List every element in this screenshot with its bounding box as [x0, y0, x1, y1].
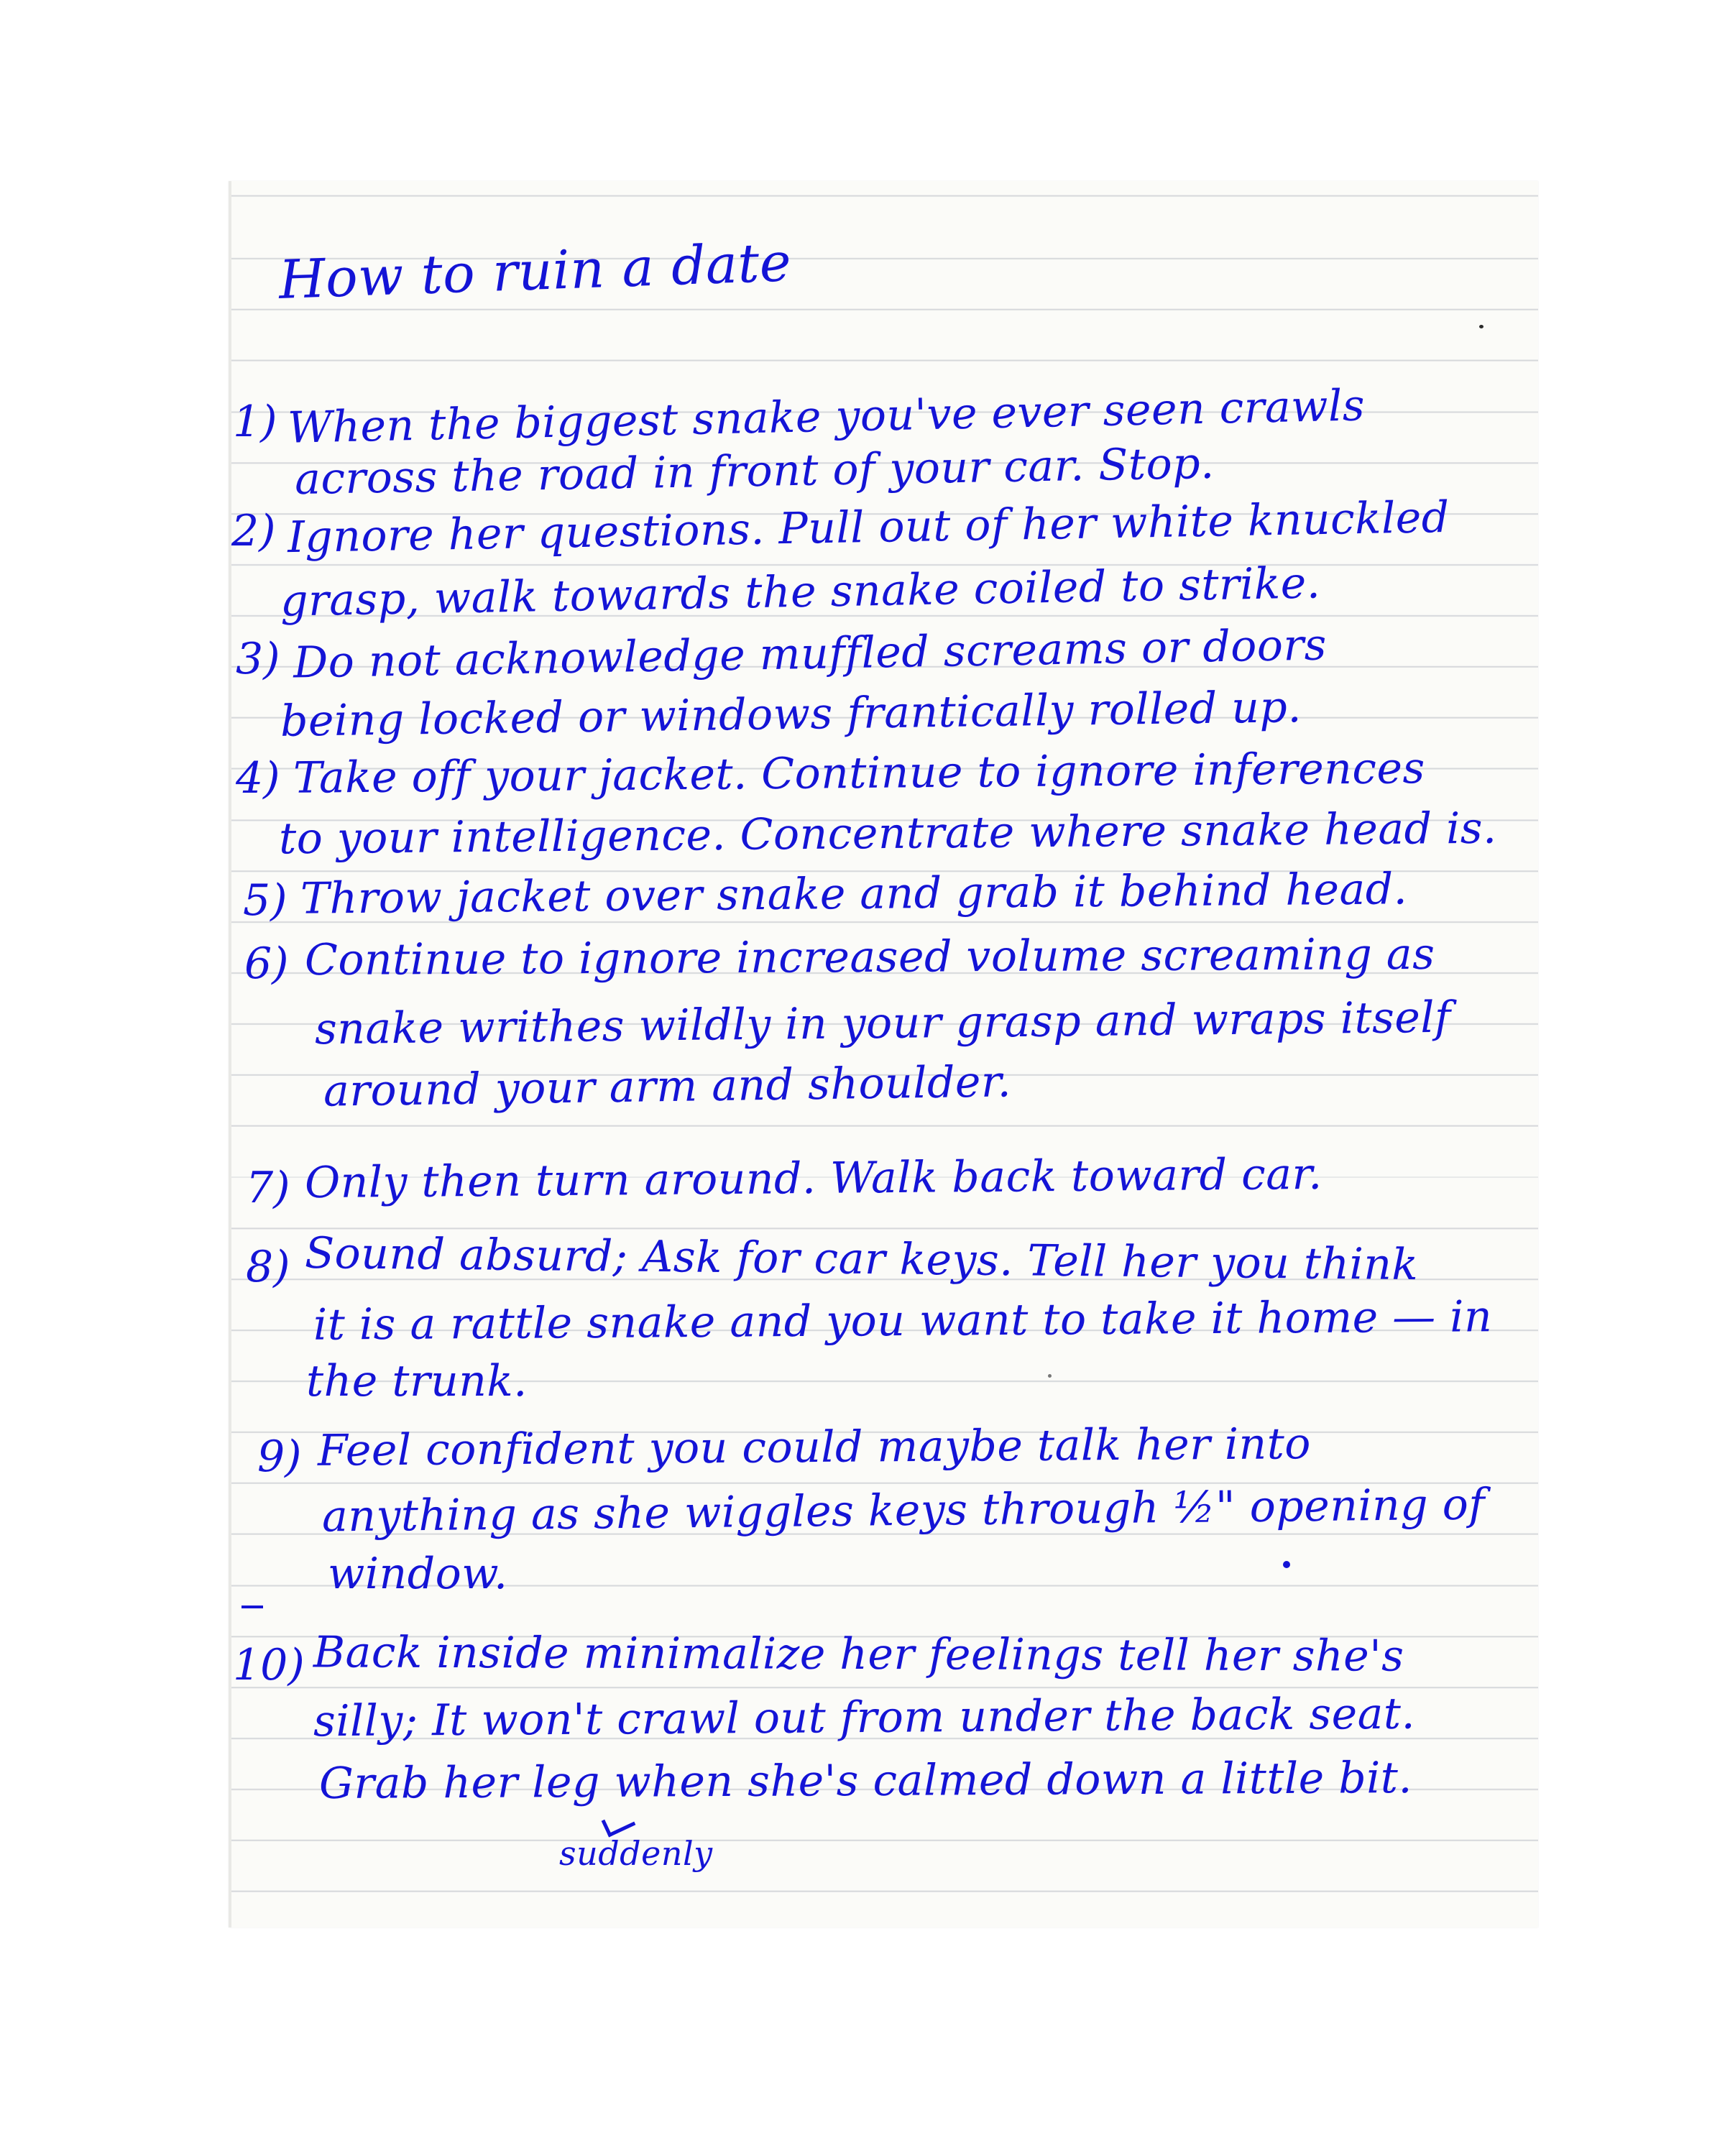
item-line: Sound absurd; Ask for car keys. Tell her you think [304, 1227, 1419, 1291]
inserted-word: suddenly [559, 1834, 713, 1873]
stray-mark [1479, 325, 1484, 328]
insertion-caret [602, 1809, 636, 1838]
item-line: to your intelligence. Concentrate where snake head is. [278, 803, 1497, 865]
item-line: across the road in front of your car. Stop. [294, 438, 1215, 505]
item-line: Continue to ignore increased volume screaming as [304, 929, 1435, 986]
item-line: Back inside minimalize her feelings tell her she's [313, 1627, 1404, 1682]
item-line: Throw jacket over snake and grab it behind head. [300, 864, 1408, 924]
item-line: Only then turn around. Walk back toward car. [304, 1148, 1322, 1209]
item-line: When the biggest snake you've ever seen crawls [287, 380, 1366, 453]
item-number: 10) [233, 1640, 305, 1690]
item-number: 8) [246, 1242, 290, 1292]
margin-dash [242, 1606, 263, 1608]
item-line: grasp, walk towards the snake coiled to strike. [280, 558, 1321, 627]
page-title: How to ruin a date [277, 231, 793, 311]
item-line: the trunk. [306, 1356, 528, 1406]
item-number: 1) [233, 397, 277, 447]
item-number: 6) [244, 939, 289, 989]
item-number: 4) [236, 753, 280, 803]
item-line: Feel confident you could maybe talk her into [317, 1419, 1312, 1476]
item-line: window. [328, 1549, 508, 1599]
item-line: Ignore her questions. Pull out of her white knuckled [287, 492, 1450, 563]
item-number: 7) [246, 1163, 290, 1213]
item-line: Do not acknowledge muffled screams or doors [293, 619, 1328, 688]
stray-mark [1048, 1374, 1052, 1378]
item-number: 3) [236, 634, 280, 684]
item-number: 9) [257, 1432, 302, 1482]
item-number: 2) [231, 506, 276, 556]
item-line: Take off your jacket. Continue to ignore inferences [293, 743, 1426, 803]
item-line: around your arm and shoulder. [323, 1056, 1012, 1117]
notebook-page [229, 181, 1538, 1927]
item-line: being locked or windows frantically rolled up. [280, 682, 1302, 747]
item-line: snake writhes wildly in your grasp and wraps itself [314, 992, 1452, 1055]
item-line: it is a rattle snake and you want to take it home — in [313, 1291, 1493, 1350]
item-line: Grab her leg when she's calmed down a little bit. [318, 1753, 1413, 1809]
ink-dot [1283, 1561, 1290, 1568]
item-line: anything as she wiggles keys through ½" opening of [321, 1479, 1486, 1542]
item-number: 5) [243, 875, 288, 926]
item-line: silly; It won't crawl out from under the back seat. [313, 1688, 1416, 1747]
